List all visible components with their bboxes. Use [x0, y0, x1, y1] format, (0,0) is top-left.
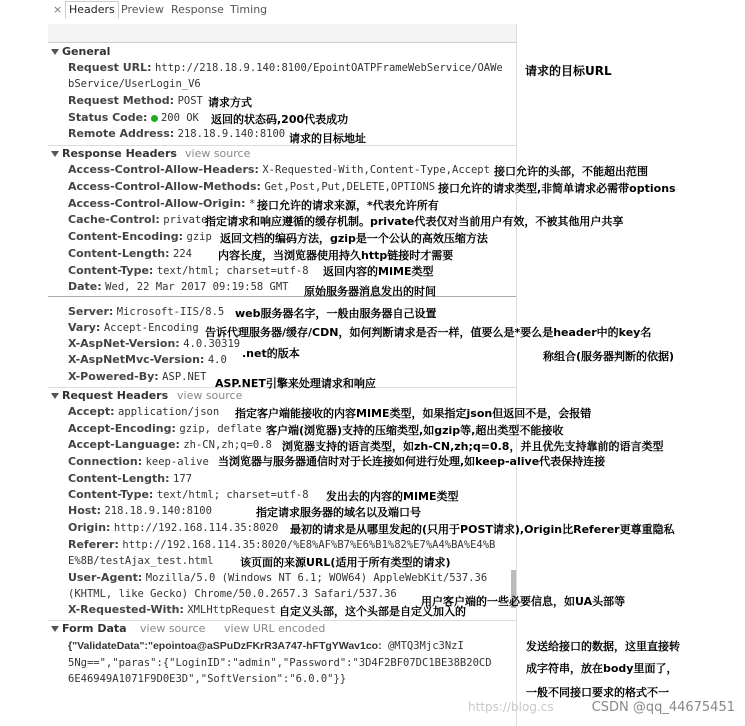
header-key: Cache-Control:	[68, 213, 160, 226]
req-header-row	[68, 538, 495, 551]
section-general-title: General	[62, 45, 111, 58]
header-key: Access-Control-Allow-Methods:	[68, 180, 261, 193]
header-value: 218.18.9.140:8100	[104, 505, 212, 517]
section-response-title: Response Headers	[62, 147, 177, 160]
annotation: 成字符串，放在body里面了，	[526, 662, 678, 675]
annotation: 返回内容的MIME类型	[323, 265, 434, 278]
request-url-value-cont: bService/UserLogin_V6	[68, 78, 201, 90]
triangle-down-icon	[51, 393, 59, 399]
req-header-row	[68, 472, 192, 485]
annotation: 称组合(服务器判断的依据)	[543, 350, 675, 363]
annotation: 告诉代理服务器/缓存/CDN，如何判断请求是否一样，值要么是*要么是header中的key名	[205, 326, 652, 339]
divider	[48, 145, 516, 146]
header-key: X-Requested-With:	[68, 603, 184, 616]
request-method-value: POST	[177, 95, 203, 107]
header-key: Content-Encoding:	[68, 230, 184, 243]
annotation: 当浏览器与服务器通信时对于长连接如何进行处理,如keep-alive代表保持连接	[218, 455, 606, 468]
annotation: 一般不同接口要求的格式不一	[526, 686, 669, 699]
header-value: zh-CN,zh;q=0.8	[183, 439, 272, 451]
resp-header-row	[68, 163, 490, 176]
req-header-row	[68, 521, 278, 534]
section-form-title: Form Data	[62, 622, 127, 635]
csdn-watermark: CSDN @qq_44675451	[591, 700, 735, 715]
annotation: 自定义头部，这个头部是自定义加入的	[279, 605, 466, 618]
header-value: private	[163, 214, 208, 226]
header-key: Content-Type:	[68, 264, 154, 277]
panel-right-border	[516, 24, 517, 726]
header-value: 177	[173, 473, 192, 485]
annotation: 客户端(浏览器)支持的压缩类型,如gzip等,超出类型不能接收	[266, 424, 564, 437]
general-request-url-cont	[68, 77, 201, 90]
status-dot-icon	[151, 115, 158, 122]
blog-watermark: https://blog.cs	[468, 700, 554, 714]
header-key: Vary:	[68, 321, 101, 334]
header-key: Content-Length:	[68, 472, 170, 485]
resp-header-row	[68, 370, 206, 383]
annotation: 接口允许的请求来源，*代表允许所有	[257, 199, 439, 212]
annotation: 用户客户端的一些必要信息，如UA头部等	[421, 595, 626, 608]
tab-response[interactable]: Response	[171, 3, 224, 16]
header-key: X-AspNetMvc-Version:	[68, 353, 205, 366]
resp-header-row	[68, 305, 224, 318]
header-value: *	[248, 198, 256, 210]
header-value: gzip, deflate	[179, 423, 262, 435]
remote-address-key: Remote Address:	[68, 127, 175, 140]
resp-header-row	[68, 264, 309, 277]
req-header-row	[68, 587, 397, 600]
header-value: gzip	[186, 231, 212, 243]
annotation: 请求的目标URL	[525, 64, 612, 78]
section-response-headers[interactable]	[51, 147, 177, 160]
triangle-down-icon	[51, 49, 59, 55]
req-header-row	[68, 488, 309, 501]
general-request-method	[68, 94, 203, 107]
general-request-url	[68, 61, 503, 74]
annotation: 内容长度，当浏览器使用持久http链接时才需要	[218, 249, 454, 262]
annotation: 发出去的内容的MIME类型	[326, 490, 459, 503]
header-key: Accept-Language:	[68, 438, 180, 451]
header-key: Access-Control-Allow-Origin:	[68, 197, 246, 210]
form-data-line: 5Ng==","paras":{"LoginID":"admin","Password":"3D4F2BF07DC1BE38B20CD	[68, 657, 492, 669]
response-view-source-link[interactable]: view source	[185, 147, 251, 160]
triangle-down-icon	[51, 151, 59, 157]
annotation: 指定请求和响应遵循的缓存机制。private代表仅对当前用户有效，不被其他用户共享	[205, 215, 624, 228]
resp-header-row	[68, 230, 212, 243]
tab-bar	[48, 24, 516, 43]
annotation: .net的版本	[242, 347, 300, 360]
tab-preview[interactable]: Preview	[121, 3, 164, 16]
header-value: XMLHttpRequest	[187, 604, 276, 616]
tab-headers[interactable]: Headers	[65, 1, 119, 19]
resp-header-row	[68, 353, 227, 366]
header-value: text/html; charset=utf-8	[156, 489, 309, 501]
header-value: Mozilla/5.0 (Windows NT 6.1; WOW64) AppleWebKit/537.36	[145, 572, 488, 584]
header-value: E%8B/testAjax_test.html	[68, 555, 214, 567]
req-header-row	[68, 504, 212, 517]
header-key: X-Powered-By:	[68, 370, 159, 383]
header-value: keep-alive	[145, 456, 209, 468]
req-header-row	[68, 438, 272, 451]
header-key: Server:	[68, 305, 114, 318]
header-value: Wed, 22 Mar 2017 09:19:58 GMT	[105, 281, 289, 293]
form-data-key: {"ValidateData":"epointoa@aSPuDzFKrR3A747-hFTgYWav1co:	[68, 640, 382, 652]
general-remote-address	[68, 127, 285, 140]
header-value: Accept-Encoding	[103, 322, 199, 334]
header-value: 4.0	[207, 354, 227, 366]
header-key: Access-Control-Allow-Headers:	[68, 163, 259, 176]
header-value: application/json	[118, 406, 220, 418]
divider	[48, 296, 516, 297]
form-view-source-link[interactable]: view source	[140, 622, 206, 635]
annotation: 请求的目标地址	[289, 132, 366, 145]
annotation: 接口允许的请求类型,非简单请求必需带options	[438, 182, 676, 195]
annotation: ASP.NET引擎来处理请求和响应	[215, 377, 376, 390]
request-view-source-link[interactable]: view source	[177, 389, 243, 402]
header-key: Content-Length:	[68, 247, 170, 260]
req-header-row	[68, 603, 276, 616]
section-form-data[interactable]	[51, 622, 127, 635]
annotation: 返回的状态码,200代表成功	[211, 113, 349, 126]
annotation: 最初的请求是从哪里发起的(只用于POST请求),Origin比Referer更尊重隐私	[290, 523, 675, 536]
annotation: 原始服务器消息发出的时间	[304, 285, 436, 298]
req-header-row	[68, 571, 487, 584]
req-header-row	[68, 422, 262, 435]
divider	[48, 620, 516, 621]
header-key: Host:	[68, 504, 101, 517]
req-header-row	[68, 405, 219, 418]
annotation: 浏览器支持的语言类型，如zh-CN,zh;q=0.8，并且优先支持靠前的语言类型	[282, 440, 664, 453]
form-data-line	[68, 638, 464, 654]
triangle-down-icon	[51, 626, 59, 632]
form-data-line: 6E46949A1071F9D0E3D","SoftVersion":"6.0.0"}}	[68, 673, 347, 685]
header-key: User-Agent:	[68, 571, 143, 584]
status-code-key: Status Code:	[68, 111, 148, 124]
header-key: Content-Type:	[68, 488, 154, 501]
header-value: 4.0.30319	[183, 338, 241, 350]
annotation: 返回文档的编码方法，gzip是一个公认的高效压缩方法	[220, 232, 488, 245]
form-view-url-encoded-link[interactable]: view URL encoded	[224, 622, 326, 635]
header-value: text/html; charset=utf-8	[156, 265, 309, 277]
annotation: 接口允许的头部，不能超出范围	[494, 165, 648, 178]
header-key: Accept-Encoding:	[68, 422, 176, 435]
resp-header-row	[68, 321, 199, 334]
header-value: Get,Post,Put,DELETE,OPTIONS	[264, 181, 436, 193]
header-key: Connection:	[68, 455, 143, 468]
form-data-value: @MTQ3Mjc3NzI	[387, 640, 464, 652]
header-key: Referer:	[68, 538, 119, 551]
request-url-key: Request URL:	[68, 61, 152, 74]
req-header-row	[68, 554, 213, 567]
header-value: (KHTML, like Gecko) Chrome/50.0.2657.3 Safari/537.36	[68, 588, 397, 600]
annotation: web服务器名字，一般由服务器自己设置	[235, 307, 437, 320]
header-key: Date:	[68, 280, 102, 293]
status-code-value: 200 OK	[160, 112, 199, 124]
section-request-headers[interactable]	[51, 389, 168, 402]
header-value: X-Requested-With,Content-Type,Accept	[262, 164, 490, 176]
request-url-value: http://218.18.9.140:8100/EpointOATPFrameWebService/OAWe	[155, 62, 503, 74]
header-value: ASP.NET	[162, 371, 207, 383]
resp-header-row	[68, 213, 208, 226]
tab-timing[interactable]: Timing	[230, 3, 268, 16]
header-value: Microsoft-IIS/8.5	[116, 306, 225, 318]
annotation: 指定请求服务器的域名以及端口号	[256, 506, 421, 519]
annotation: 请求方式	[208, 96, 252, 109]
resp-header-row	[68, 197, 255, 210]
annotation: 该页面的来源URL(适用于所有类型的请求)	[240, 556, 451, 569]
resp-header-row	[68, 180, 435, 193]
header-key: Origin:	[68, 521, 111, 534]
remote-address-value: 218.18.9.140:8100	[177, 128, 286, 140]
close-icon[interactable]: ×	[53, 3, 63, 16]
header-key: X-AspNet-Version:	[68, 337, 180, 350]
section-general[interactable]	[51, 45, 110, 58]
resp-header-row	[68, 247, 192, 260]
header-value: 224	[173, 248, 192, 260]
header-value: http://192.168.114.35:8020/%E8%AF%B7%E6%B1%82%E7%A4%BA%E4%B	[122, 539, 496, 551]
annotation: 发送给接口的数据，这里直接转	[526, 640, 680, 653]
request-method-key: Request Method:	[68, 94, 175, 107]
general-status-code	[68, 111, 199, 124]
annotation: 指定客户端能接收的内容MIME类型，如果指定json但返回不是，会报错	[235, 407, 592, 420]
header-key: Accept:	[68, 405, 115, 418]
req-header-row	[68, 455, 209, 468]
resp-header-row	[68, 280, 289, 293]
header-value: http://192.168.114.35:8020	[113, 522, 279, 534]
section-request-title: Request Headers	[62, 389, 169, 402]
